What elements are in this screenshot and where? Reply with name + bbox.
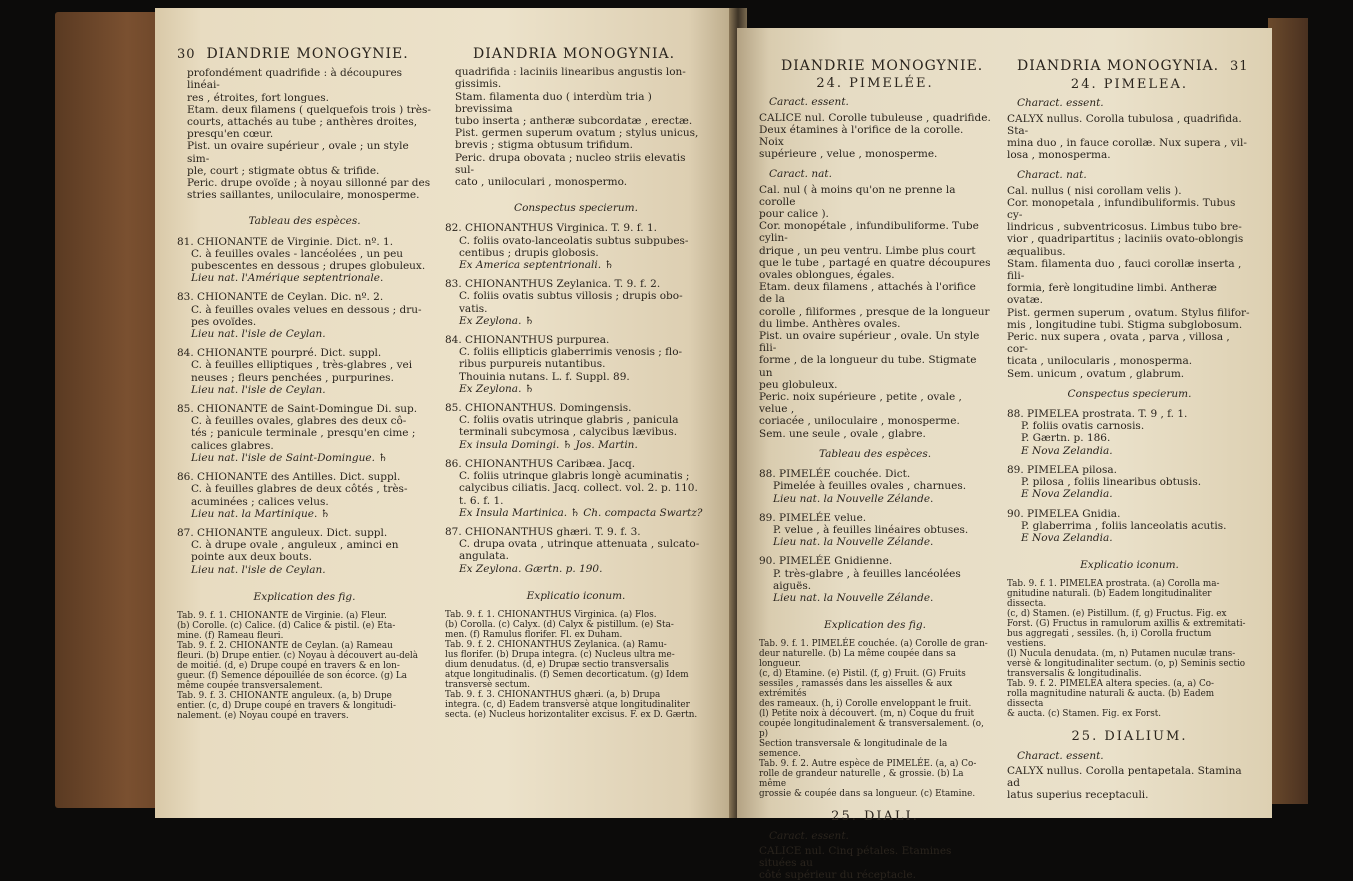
species-description: pes ovoïdes. <box>191 315 257 328</box>
species-entry <box>445 222 707 271</box>
species-description: Pimelée à feuilles ovales , charnues. <box>773 480 967 493</box>
nat-line: Cor. monopétale , infundibuliforme. Tube cylin- <box>759 220 979 245</box>
figure-line: transversalis & longitudinalis. <box>1007 669 1142 680</box>
species-description: Ex America septentrionali. ♄ <box>459 259 614 272</box>
species-description: ribus purpureis nutantibus. <box>459 358 606 371</box>
species-entry <box>1007 508 1252 545</box>
genus-heading: 25. DIALIUM. <box>1071 729 1188 745</box>
species-description: terminali subcymosa , calycibus lævibus. <box>459 426 678 439</box>
species-description: Lieu nat. l'isle de Ceylan. <box>191 383 326 396</box>
essent-line: CALICE nul. Cinq pétales. Etamines situées au <box>759 844 952 869</box>
species-description: Lieu nat. l'Amérique septentrionale. <box>191 272 384 285</box>
figure-line: & aucta. (c) Stamen. Fig. ex Forst. <box>1007 709 1162 720</box>
nat-line: Cal. nullus ( nisi corollam velis ). <box>1007 184 1182 197</box>
essential-characters <box>1007 113 1252 162</box>
left-header-la: DIANDRIA MONOGYNIA. <box>473 46 676 62</box>
species-name: 88. PIMELÉE couchée. Dict. <box>759 468 911 481</box>
essent-line: supérieure , velue , monosperme. <box>759 148 938 161</box>
figure-line: (c, d) Stamen. (e) Pistillum. (f, g) Fructus. Fig. ex <box>1007 609 1227 620</box>
species-description: Ex Zeylona. ♄ <box>459 382 535 395</box>
species-entry <box>445 334 707 395</box>
nat-line: Peric. noix supérieure , petite , ovale , velue , <box>759 391 962 416</box>
right-header-fr: DIANDRIE MONOGYNIE. <box>781 58 984 74</box>
species-description: Lieu nat. l'isle de Ceylan. <box>191 563 326 576</box>
species-description: Lieu nat. la Nouvelle Zélande. <box>773 591 934 604</box>
nat-line: Sem. une seule , ovale , glabre. <box>759 427 926 440</box>
species-description: P. velue , à feuilles linéaires obtuses. <box>773 523 969 536</box>
nat-line: forme , de la longueur du tube. Stigmate un <box>759 354 977 379</box>
nat-line: que le tube , partagé en quatre découpures <box>759 256 991 269</box>
species-description: E Nova Zelandia. <box>1021 531 1113 544</box>
species-description: C. à feuilles ovales velues en dessous ; dru- <box>191 303 422 316</box>
species-name: 82. CHIONANTHUS Virginica. T. 9. f. 1. <box>445 222 657 235</box>
figure-line: Tab. 9. f. 2. CHIONANTHUS Zeylanica. (a) Ramu- <box>445 639 667 650</box>
figure-line: lus florifer. (b) Drupa integra. (c) Nucleus ultra me- <box>445 649 675 660</box>
species-entry <box>759 555 991 604</box>
nat-line: Stam. filamenta duo , fauci corollæ inserta , fili- <box>1007 257 1242 283</box>
figure-line: Tab. 9. f. 3. CHIONANTHUS ghæri. (a, b) Drupa <box>445 689 661 700</box>
figure-line: deur naturelle. (b) La même coupée dans sa longueur. <box>759 649 956 670</box>
figure-line: nalement. (e) Noyau coupé en travers. <box>177 710 349 721</box>
species-description: Thouinia nutans. L. f. Suppl. 89. <box>459 370 630 383</box>
figure-line: Tab. 9. f. 2. Autre espèce de PIMELÉE. (a, a) Co- <box>759 759 977 770</box>
figure-line: transversè sectum. <box>445 679 531 690</box>
running-title: DIANDRIE MONOGYNIE. <box>206 46 409 62</box>
intro-line: Pist. germen superum ovatum ; stylus unicus, <box>455 127 699 140</box>
figure-line: (l) Nucula denudata. (m, n) Putamen nuculæ trans- <box>1007 649 1236 660</box>
species-name: 85. CHIONANTE de Saint-Domingue Di. sup. <box>177 403 418 416</box>
species-description: P. glaberrima , foliis lanceolatis acutis. <box>1021 519 1227 532</box>
caract-heading: Charact. essent. <box>1017 97 1104 110</box>
right-french-column <box>759 60 991 881</box>
figure-line: des rameaux. (h, i) Corolle enveloppant le fruit. <box>759 699 972 710</box>
species-description: pubescentes en dessous ; drupes globuleux. <box>191 260 426 273</box>
natural-characters <box>759 184 991 440</box>
species-entry <box>445 402 707 451</box>
species-description: P. Gærtn. p. 186. <box>1021 432 1111 445</box>
species-name: 88. PIMELEA prostrata. T. 9 , f. 1. <box>1007 408 1188 421</box>
figure-line: secta. (e) Nucleus horizontaliter excisus. F. ex D. Gærtn. <box>445 709 698 720</box>
species-description: P. très-glabre , à feuilles lancéolées aiguës. <box>773 567 961 592</box>
figure-line: Tab. 9. f. 1. CHIONANTHUS Virginica. (a) Flos. <box>445 609 657 620</box>
essent-line: Deux étamines à l'orifice de la corolle. Noix <box>759 123 964 149</box>
figure-line: Forst. (G) Fructus in ramulorum axillis & extremitati- <box>1007 619 1246 630</box>
left-french-column <box>177 48 432 721</box>
intro-line: Peric. drupe ovoïde ; à noyau sillonné par des <box>187 177 431 190</box>
section-title: Explication des fig. <box>253 590 356 603</box>
figure-line: atque longitudinalis. (f) Semen decorticatum. (g) Idem <box>445 669 689 680</box>
intro-line: gissimis. <box>455 78 502 91</box>
species-entry <box>177 471 432 520</box>
caract-heading: Charact. nat. <box>1017 169 1087 182</box>
species-description: E Nova Zelandia. <box>1021 444 1113 457</box>
section-title: Conspectus specierum. <box>1067 387 1192 400</box>
genus-heading: 25. DIALI. <box>831 809 919 825</box>
figure-line: integra. (c, d) Eadem transversè atque longitudinaliter <box>445 699 690 710</box>
figure-line: (b) Corolla. (c) Calyx. (d) Calyx & pistillum. (e) Sta- <box>445 619 674 630</box>
open-book <box>55 8 1308 881</box>
species-description: calices glabres. <box>191 439 274 452</box>
nat-line: peu globuleux. <box>759 378 838 391</box>
species-description: E Nova Zelandia. <box>1021 488 1113 501</box>
figure-line: Tab. 9. f. 3. CHIONANTE anguleux. (a, b) Drupe <box>177 690 392 701</box>
caract-heading: Caract. essent. <box>769 829 849 842</box>
figure-line: entier. (c, d) Drupe coupé en travers & longitudi- <box>177 700 396 711</box>
figure-line: dium denudatus. (d, e) Drupæ sectio transversalis <box>445 659 669 670</box>
running-title: DIANDRIA MONOGYNIA. <box>1017 58 1220 74</box>
intro-line: ple, court ; stigmate obtus & trifide. <box>187 164 380 177</box>
essent-line: mina duo , in fauce corollæ. Nux supera , vil- <box>1007 137 1247 150</box>
figure-line: bus aggregati , sessiles. (h, i) Corolla fructum vestiens. <box>1007 629 1212 650</box>
figure-line: Tab. 9. f. 1. PIMELEA prostrata. (a) Corolla ma- <box>1007 579 1220 590</box>
species-name: 84. CHIONANTE pourpré. Dict. suppl. <box>177 347 382 360</box>
nat-line: drique , un peu ventru. Limbe plus court <box>759 244 976 257</box>
section-title: Explication des fig. <box>824 619 926 632</box>
section-title: Tableau des espèces. <box>248 215 361 228</box>
figure-line: mine. (f) Rameau fleuri. <box>177 630 284 641</box>
species-description: Lieu nat. l'isle de Ceylan. <box>191 328 326 341</box>
species-description: P. foliis ovatis carnosis. <box>1021 420 1145 433</box>
nat-line: Sem. unicum , ovatum , glabrum. <box>1007 367 1185 380</box>
nat-line: ovales oblongues, égales. <box>759 269 895 282</box>
figure-line: rolle de grandeur naturelle , & grossie. (b) La même <box>759 769 964 790</box>
figure-line: gnitudine naturali. (b) Eadem longitudinaliter dissecta. <box>1007 589 1212 610</box>
nat-line: Cal. nul ( à moins qu'on ne prenne la corolle <box>759 183 956 208</box>
caract-heading: Charact. essent. <box>1017 749 1104 762</box>
species-name: 86. CHIONANTE des Antilles. Dict. suppl. <box>177 471 401 484</box>
nat-line: Etam. deux filamens , attachés à l'orifice de la <box>759 281 976 306</box>
species-description: Ex Insula Martinica. ♄ Ch. compacta Swartz? <box>459 506 703 519</box>
nat-line: Cor. monopetala , infundibuliformis. Tubus cy- <box>1007 196 1236 222</box>
species-entry <box>177 403 432 464</box>
species-description: vatis. <box>459 302 488 315</box>
book-cover-right <box>1268 18 1308 804</box>
right-page <box>737 28 1272 881</box>
species-description: Ex Zeylona. ♄ <box>459 314 535 327</box>
figure-line: (c, d) Etamine. (e) Pistil. (f, g) Fruit. (G) Fruits <box>759 669 966 680</box>
species-description: pointe aux deux bouts. <box>191 551 312 564</box>
species-name: 84. CHIONANTHUS purpurea. <box>445 334 610 347</box>
essent-line: CALYX nullus. Corolla pentapetala. Stamina ad <box>1007 764 1242 789</box>
figure-explanation <box>1007 579 1252 719</box>
figure-line: (l) Petite noix à découvert. (m, n) Coque du fruit <box>759 709 975 720</box>
species-description: acuminées ; calices velus. <box>191 495 329 508</box>
species-name: 85. CHIONANTHUS. Domingensis. <box>445 402 632 415</box>
species-description: C. drupa ovata , utrinque attenuata , sulcato- <box>459 538 700 551</box>
right-latin-column <box>1007 60 1252 801</box>
genus-heading: 24. PIMELÉE. <box>816 76 934 92</box>
species-name: 90. PIMELEA Gnidia. <box>1007 507 1121 520</box>
nat-line: Pist. un ovaire supérieur , ovale. Un style fili- <box>759 330 980 355</box>
intro-text <box>445 66 707 188</box>
species-description: Lieu nat. la Nouvelle Zélande. <box>773 492 934 505</box>
species-list <box>759 468 991 604</box>
essent-line: latus superius receptaculi. <box>1007 789 1149 802</box>
figure-line: Tab. 9. f. 2. CHIONANTE de Ceylan. (a) Rameau <box>177 640 393 651</box>
caract-heading: Caract. nat. <box>769 168 832 181</box>
figure-line: versè & longitudinaliter sectum. (o, p) Seminis sectio <box>1007 659 1246 670</box>
essent-line: CALYX nullus. Corolla tubulosa , quadrifida. Sta- <box>1007 112 1242 137</box>
section-title: Explicatio iconum. <box>526 589 626 602</box>
intro-line: Stam. filamenta duo ( interdùm tria ) brevissima <box>455 90 652 115</box>
species-description: C. foliis ovatis utrinque glabris , panicula <box>459 414 679 427</box>
figure-line: gueur. (f) Semence dépouillée de son écorce. (g) La <box>177 670 408 681</box>
species-description: C. à feuilles glabres de deux côtés , très- <box>191 483 408 496</box>
left-latin-column <box>445 48 707 720</box>
species-entry <box>445 278 707 327</box>
figure-line: (b) Corolle. (c) Calice. (d) Calice & pistil. (e) Eta- <box>177 620 396 631</box>
essential-characters <box>759 845 991 881</box>
species-description: tés ; panicule terminale , presqu'en cime ; <box>191 427 416 440</box>
species-list <box>1007 408 1252 544</box>
species-name: 86. CHIONANTHUS Caribæa. Jacq. <box>445 457 636 470</box>
species-description: C. à feuilles elliptiques , très-glabres , vei <box>191 359 413 372</box>
species-description: C. à feuilles ovales - lancéolées , un peu <box>191 247 404 260</box>
species-description: C. à drupe ovale , anguleux , aminci en <box>191 539 399 552</box>
intro-line: courts, attachés au tube ; anthères droites, <box>187 116 418 129</box>
intro-line: profondément quadrifide : à découpures linéai- <box>187 67 403 92</box>
species-name: 83. CHIONANTHUS Zeylanica. T. 9. f. 2. <box>445 278 661 291</box>
species-description: t. 6. f. 1. <box>459 494 504 507</box>
intro-line: Peric. drupa obovata ; nucleo striis elevatis sul- <box>455 151 686 176</box>
intro-line: Pist. un ovaire supérieur , ovale ; un style sim- <box>187 140 409 165</box>
species-name: 89. PIMELÉE velue. <box>759 511 867 524</box>
essential-characters <box>1007 765 1252 802</box>
right-header-la <box>1007 60 1252 73</box>
nat-line: Pist. germen superum , ovatum. Stylus filifor- <box>1007 306 1250 319</box>
page-number-right: 31 <box>1229 59 1249 74</box>
species-description: neuses ; fleurs penchées , purpurines. <box>191 371 394 384</box>
figure-line: Section transversale & longitudinale de la semence. <box>759 739 948 760</box>
natural-characters <box>1007 185 1252 380</box>
intro-line: cato , uniloculari , monospermo. <box>455 176 628 189</box>
figure-line: Tab. 9. f. 2. PIMELEA altera species. (a, a) Co- <box>1007 679 1214 690</box>
species-entry <box>177 527 432 576</box>
species-entry <box>445 458 707 519</box>
intro-line: res , étroites, fort longues. <box>187 91 329 104</box>
species-description: C. à feuilles ovales, glabres des deux cô- <box>191 415 407 428</box>
species-entry <box>1007 408 1252 457</box>
caract-heading: Caract. essent. <box>769 96 849 109</box>
figure-line: rolla magnitudine naturali & aucta. (b) Eadem dissecta <box>1007 689 1215 710</box>
species-name: 89. PIMELEA pilosa. <box>1007 463 1117 476</box>
figure-line: grossie & coupée dans sa longueur. (c) Etamine. <box>759 789 976 800</box>
intro-text <box>177 67 432 201</box>
essential-characters <box>759 112 991 161</box>
species-description: angulata. <box>459 550 509 563</box>
figure-line: Tab. 9. f. 1. CHIONANTE de Virginie. (a) Fleur. <box>177 610 387 621</box>
figure-line: men. (f) Ramulus florifer. Fl. ex Duham. <box>445 629 623 640</box>
species-name: 83. CHIONANTE de Ceylan. Dic. nº. 2. <box>177 291 384 304</box>
essent-line: côté supérieur du réceptacle. <box>759 869 916 881</box>
species-description: Lieu nat. l'isle de Saint-Domingue. ♄ <box>191 451 388 464</box>
figure-line: coupée longitudinalement & transversalement. (o, p) <box>759 719 984 740</box>
nat-line: lindricus , subventricosus. Limbus tubo bre- <box>1007 221 1242 234</box>
species-entry <box>177 347 432 396</box>
species-description: C. foliis ovato-lanceolatis subtus subpubes- <box>459 234 689 247</box>
nat-line: æqualibus. <box>1007 245 1066 258</box>
species-name: 81. CHIONANTE de Virginie. Dict. nº. 1. <box>177 235 394 248</box>
species-name: 87. CHIONANTE anguleux. Dict. suppl. <box>177 526 388 539</box>
figure-line: fleuri. (b) Drupe entier. (c) Noyau à découvert au-delà <box>177 650 418 661</box>
nat-line: pour calice ). <box>759 208 829 221</box>
species-name: 90. PIMELÉE Gnidienne. <box>759 555 893 568</box>
left-page <box>155 8 735 818</box>
essent-line: CALICE nul. Corolle tubuleuse , quadrifide. <box>759 111 991 124</box>
nat-line: formia, ferè longitudine limbi. Antheræ ovatæ. <box>1007 282 1217 307</box>
page-number-left: 30 <box>177 47 196 62</box>
species-description: centibus ; drupis globosis. <box>459 246 599 259</box>
species-description: Ex Zeylona. Gærtn. p. 190. <box>459 562 603 575</box>
species-description: Lieu nat. la Martinique. ♄ <box>191 507 331 520</box>
species-description: Lieu nat. la Nouvelle Zélande. <box>773 536 934 549</box>
nat-line: ticata , unilocularis , monosperma. <box>1007 355 1193 368</box>
figure-explanation <box>445 610 707 720</box>
intro-line: presqu'en cœur. <box>187 128 274 141</box>
species-entry <box>1007 464 1252 501</box>
nat-line: corolle , filiformes , presque de la longueur <box>759 305 990 318</box>
essent-line: losa , monosperma. <box>1007 149 1111 162</box>
intro-line: Etam. deux filamens ( quelquefois trois ) très- <box>187 103 431 116</box>
intro-line: tubo inserta ; antheræ subcordatæ , erectæ. <box>455 115 693 128</box>
species-entry <box>445 526 707 575</box>
intro-line: brevis ; stigma obtusum trifidum. <box>455 139 633 152</box>
nat-line: mis , longitudine tubi. Stigma subglobosum. <box>1007 318 1243 331</box>
intro-line: stries saillantes, uniloculaire, monosperme. <box>187 189 420 202</box>
figure-line: sessiles , ramassés dans les aisselles & aux extrémités <box>759 679 953 700</box>
section-title: Conspectus specierum. <box>514 202 638 215</box>
species-name: 87. CHIONANTHUS ghæri. T. 9. f. 3. <box>445 525 641 538</box>
nat-line: Peric. nux supera , ovata , parva , villosa , cor- <box>1007 331 1230 356</box>
figure-line: même coupée transversalement. <box>177 680 323 691</box>
intro-line: quadrifida : laciniis linearibus angustis lon- <box>455 66 686 79</box>
species-description: calycibus ciliatis. Jacq. collect. vol. 2. p. 110. <box>459 482 698 495</box>
species-description: Ex insula Domingi. ♄ Jos. Martin. <box>459 438 638 451</box>
species-description: C. foliis utrinque glabris longè acuminatis ; <box>459 470 690 483</box>
figure-line: de moitié. (d, e) Drupe coupé en travers & en lon- <box>177 660 400 671</box>
species-entry <box>177 291 432 340</box>
species-description: C. foliis ellipticis glaberrimis venosis ; flo- <box>459 346 683 359</box>
genus-heading: 24. PIMELEA. <box>1070 77 1189 93</box>
species-list <box>177 236 432 576</box>
nat-line: vior , quadripartitus ; laciniis ovato-oblongis <box>1007 233 1244 246</box>
species-entry <box>177 236 432 285</box>
nat-line: du limbe. Anthères ovales. <box>759 317 901 330</box>
left-header-fr <box>177 48 432 61</box>
section-title: Tableau des espèces. <box>818 447 932 460</box>
species-description: P. pilosa , foliis linearibus obtusis. <box>1021 476 1202 489</box>
nat-line: coriacée , uniloculaire , monosperme. <box>759 415 960 428</box>
section-title: Explicatio iconum. <box>1080 559 1179 572</box>
species-description: C. foliis ovatis subtus villosis ; drupis obo- <box>459 290 683 303</box>
figure-line: Tab. 9. f. 1. PIMELÉE couchée. (a) Corolle de gran- <box>759 639 988 650</box>
species-list <box>445 222 707 574</box>
species-entry <box>759 512 991 549</box>
species-entry <box>759 468 991 505</box>
figure-explanation <box>759 639 991 799</box>
figure-explanation <box>177 611 432 721</box>
